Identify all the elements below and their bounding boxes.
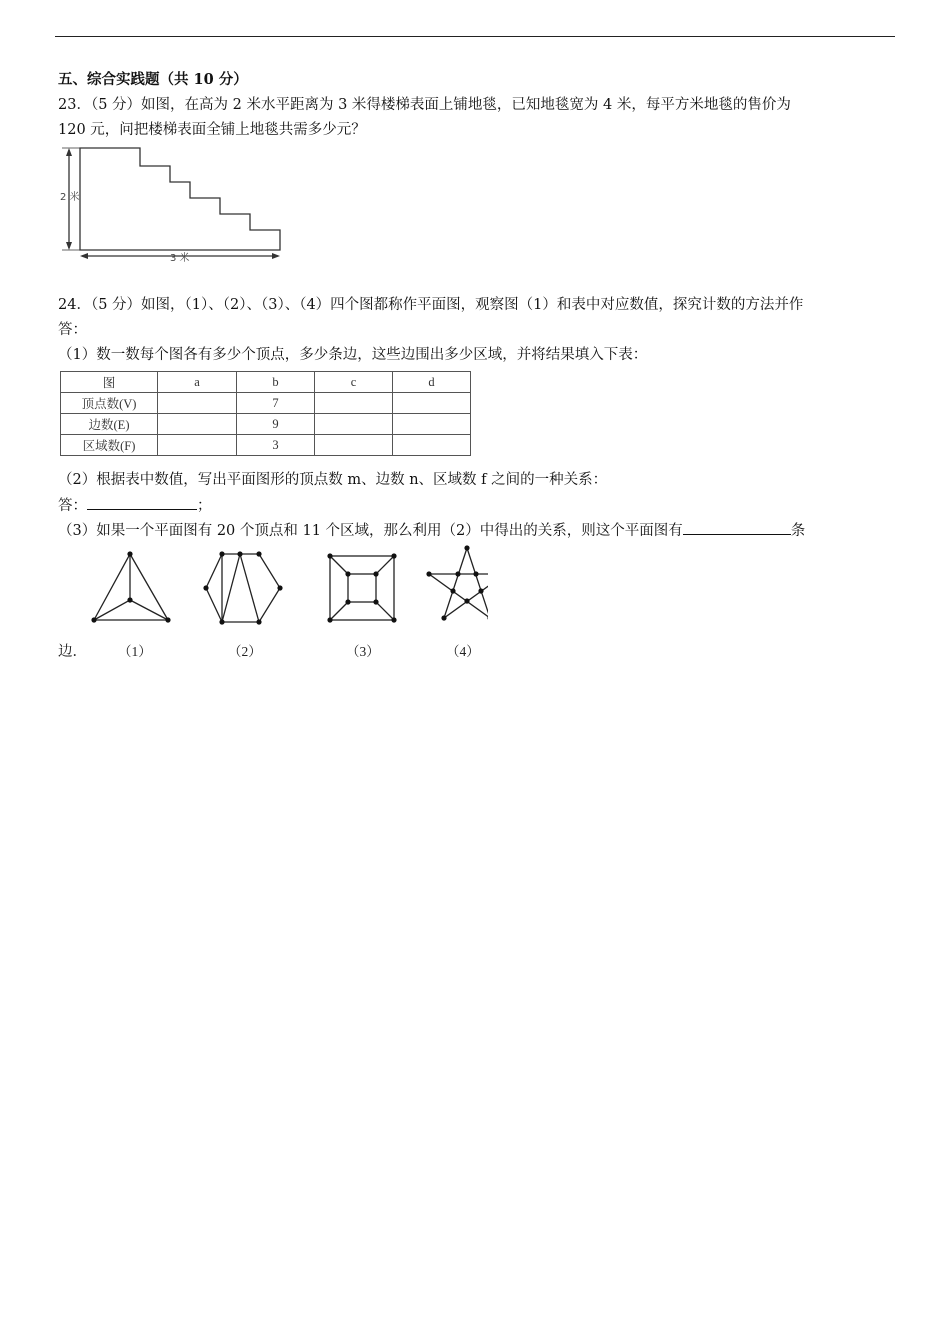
table-header-cell: c [315,372,393,393]
staircase-figure [58,144,288,264]
part3-end: 边． [58,644,87,660]
graph-3 [327,553,396,622]
figure-caption-4: （4） [446,644,480,659]
count-table [60,371,471,456]
graph-4 [426,545,488,620]
table-cell[interactable] [158,393,237,414]
table-cell[interactable] [393,414,471,435]
figure-caption-3: （3） [346,644,380,659]
table-header-cell: b [237,372,315,393]
table-cell[interactable] [158,435,237,456]
q24-part-3 [58,520,805,541]
planar-graphs-figure [88,544,488,630]
answer-suffix: ； [197,498,212,514]
table-cell[interactable] [315,414,393,435]
table-cell[interactable] [393,435,471,456]
q23-line-2: 120 元，问把楼梯表面全铺上地毯共需多少元？ [58,122,366,138]
height-label: 2 米 [60,192,80,203]
table-header-cell: a [158,372,237,393]
table-header-cell: 图 [61,372,158,393]
table-cell[interactable] [158,414,237,435]
section-title: 五、综合实践题（共 10 分） [58,71,248,88]
part3-suffix: 条 [790,523,806,539]
table-cell[interactable] [315,393,393,414]
part3-prefix: （3）如果一个平面图有 20 个顶点和 11 个区域，那么利用（2）中得出的关系，则这个平面图有 [58,523,683,539]
figure-caption-2: （2） [228,644,262,659]
table-row [61,435,471,456]
q24-line-2: 答： [58,322,87,338]
q24-line-1: 24．（5 分）如图，（1）、（2）、（3）、（4）四个图都称作平面图，观察图（1）和表中对应数值，探究计数的方法并作 [58,297,804,313]
table-row [61,414,471,435]
edges-answer-blank[interactable] [683,520,791,535]
table-row-label: 顶点数(V) [61,393,158,414]
table-row [61,393,471,414]
table-cell[interactable] [393,393,471,414]
table-row-label: 区域数(F) [61,435,158,456]
q24-answer-line [58,495,212,516]
q24-part-1: （1）数一数每个图各有多少个顶点，多少条边，这些边围出多少区域，并将结果填入下表： [58,347,648,363]
table-cell: 7 [237,393,315,414]
table-header-cell: d [393,372,471,393]
graph-2 [203,551,282,624]
table-row-label: 边数(E) [61,414,158,435]
graph-1 [91,551,170,622]
width-label: 3 米 [170,253,190,264]
staircase-outline [80,148,280,250]
answer-prefix: 答： [58,498,87,514]
q23-line-1: 23．（5 分）如图，在高为 2 米水平距离为 3 米得楼梯表面上铺地毯，已知地毯宽为 4 米，每平方米地毯的售价为 [58,97,791,113]
table-cell[interactable] [315,435,393,456]
figure-caption-1: （1） [118,644,152,659]
table-header-row [61,372,471,393]
answer-blank[interactable] [87,495,197,510]
q24-part-2: （2）根据表中数值，写出平面图形的顶点数 m、边数 n、区域数 f 之间的一种关系： [58,472,608,488]
header-rule [55,36,895,37]
table-cell: 3 [237,435,315,456]
table-cell: 9 [237,414,315,435]
